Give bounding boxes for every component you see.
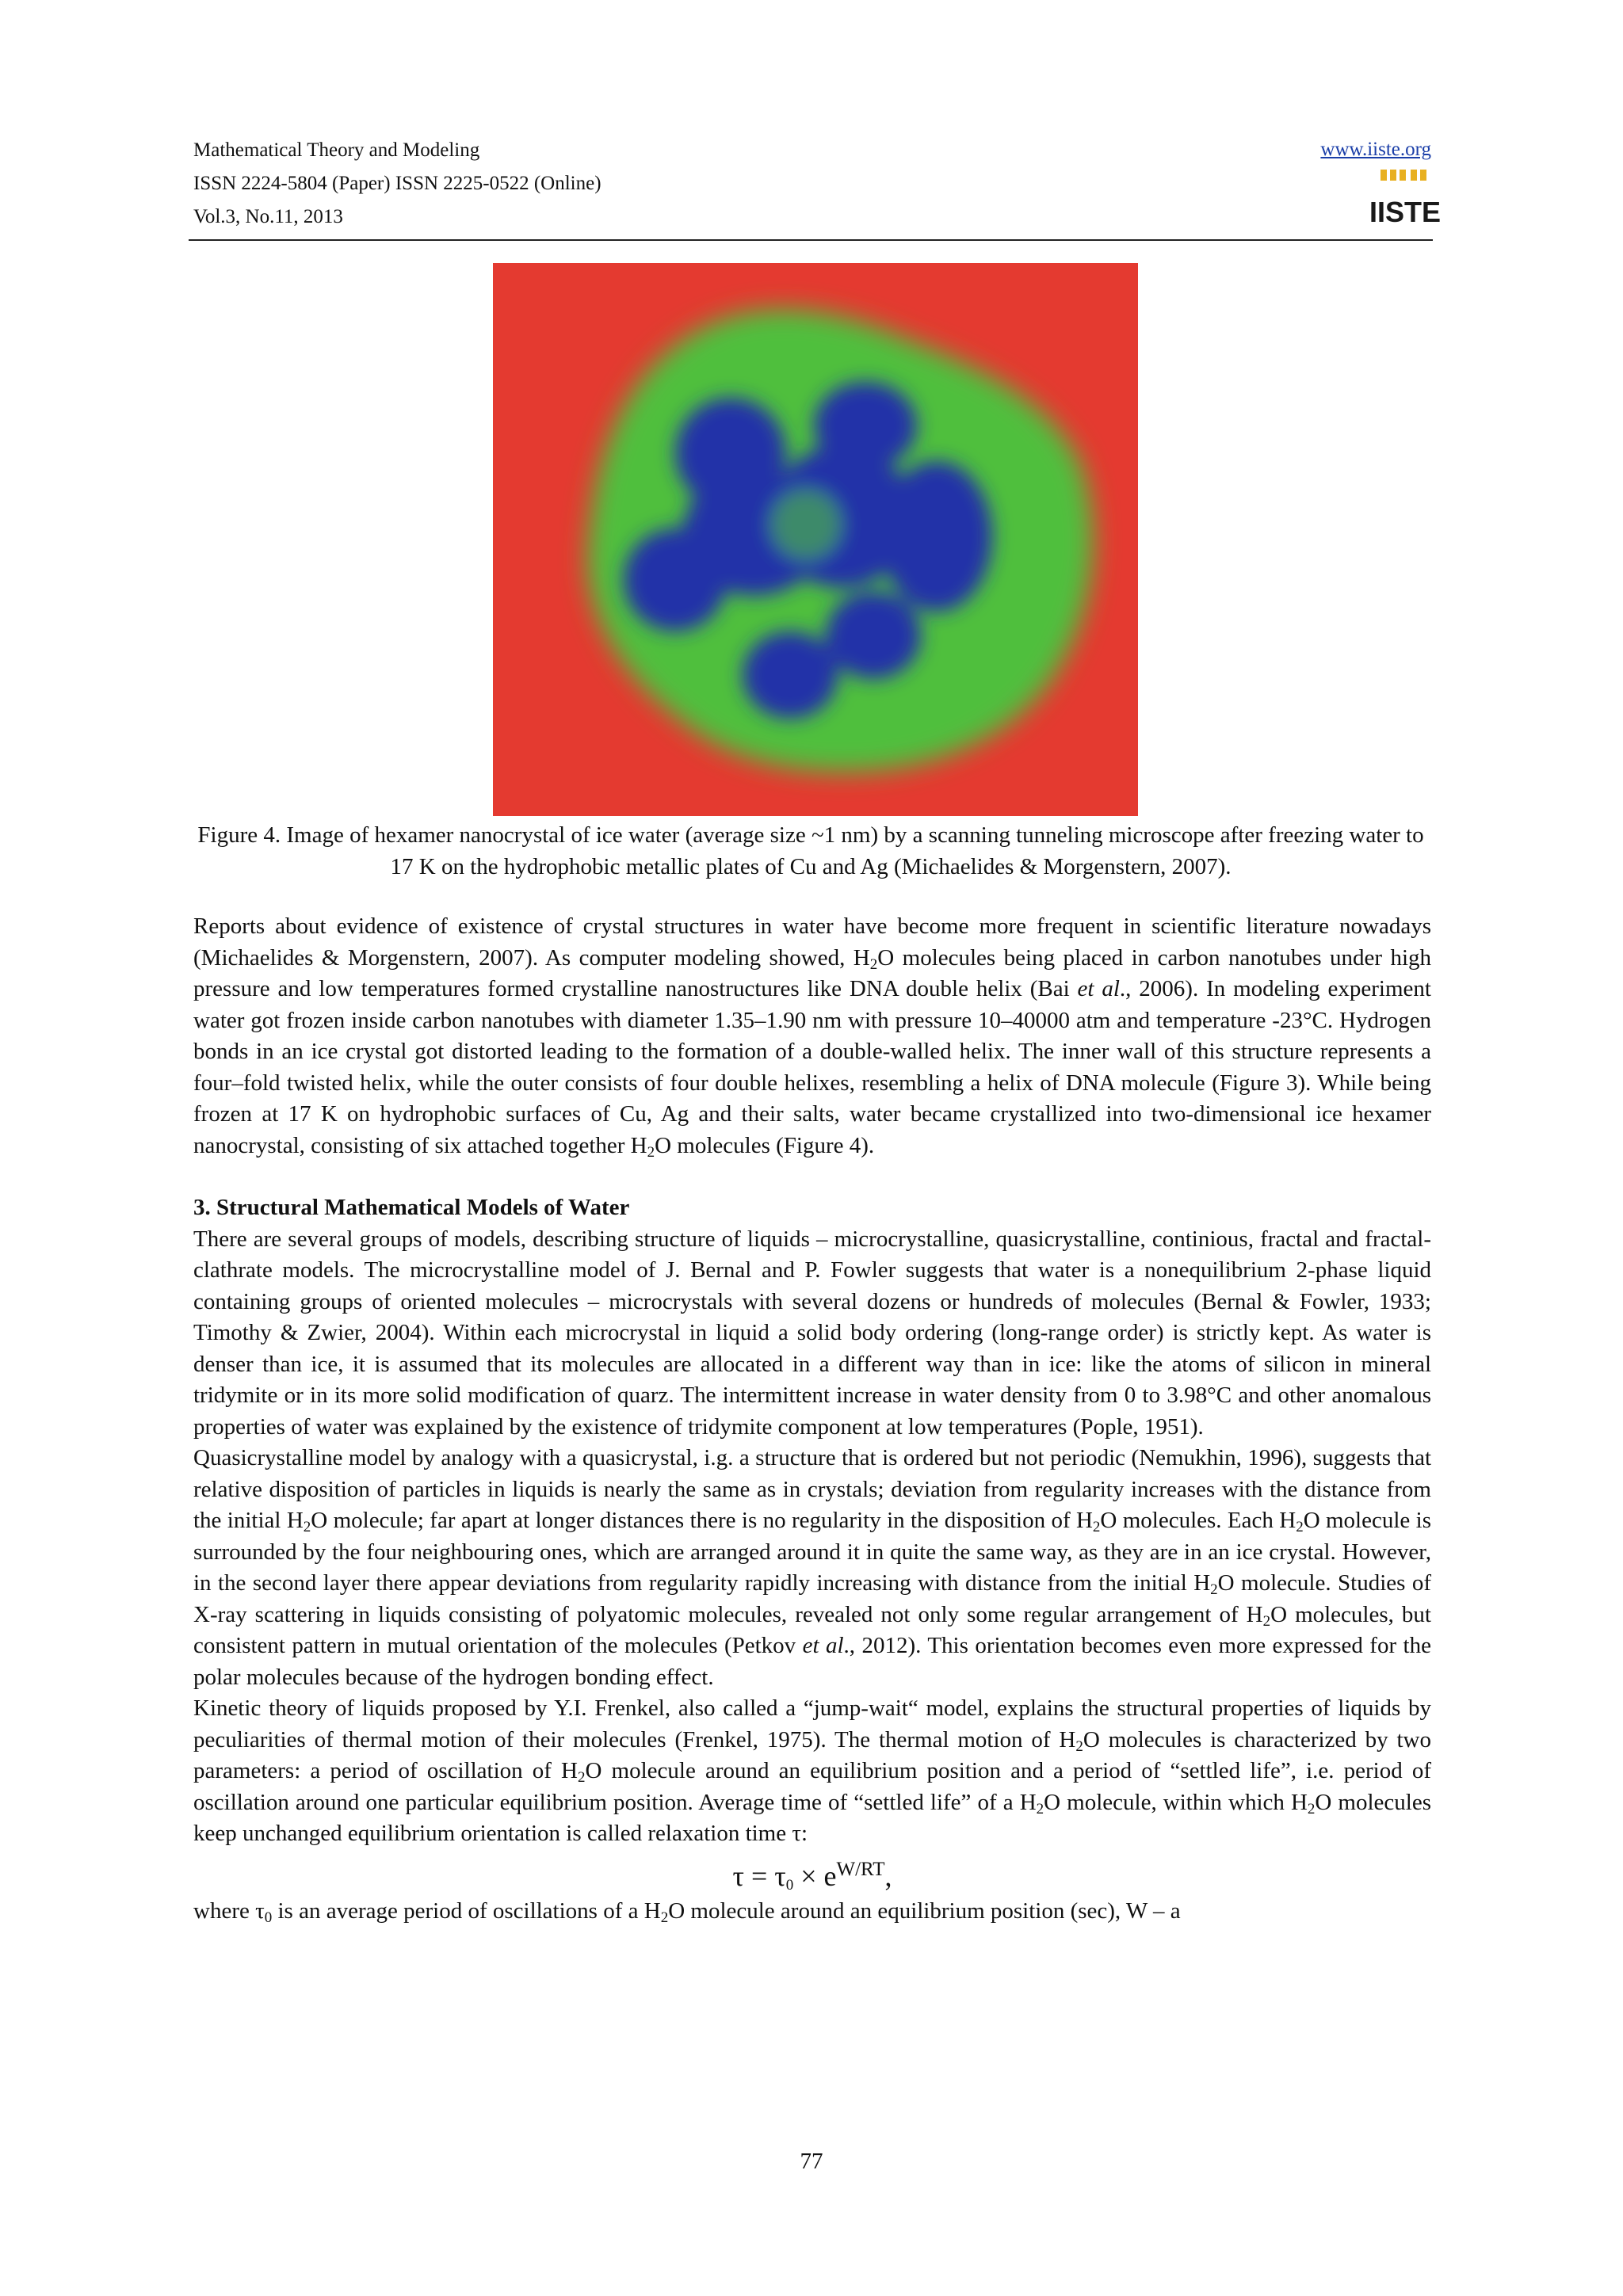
paragraph-quasicrystalline: Quasicrystalline model by analogy with a quasicrystal, i.g. a structure that is ordered but not periodic (Nemukhin, 1996), suggests that relative disposition of particles in liquids is nearly the same as in crystals; deviation from regularity increases with the distance from the initial $H_2O$ molecule; far apart at longer distances there is no regularity in the disposition of $H_2O$ molecules. Each $H_2O$ molecule is surrounded by the four neighbouring ones, which are arranged around it in quite the same way, as they are in an ice crystal. However, in the second layer there appear deviations from regularity rapidly increasing with distance from the initial $H_2O$ molecule. Studies of X-ray scattering in liquids consisting of polyatomic molecules, revealed not only some regular arrangement of $H_2O$ molecules, but consistent pattern in mutual orientation of the molecules (Petkov et al., 2012). This orientation becomes even more expressed for the polar molecules because of the hydrogen bonding effect.: [193, 1445, 1431, 1690]
paragraph-microcrystalline: There are several groups of models, describing structure of liquids – microcrystalline, quasicrystalline, continious, fractal and fractal-clathrate models. The microcrystalline model of J. Bernal and P. Fowler suggests that water is a nonequilibrium 2-phase liquid containing groups of oriented molecules – microcrystals with several dozens or hundreds of molecules (Bernal & Fowler, 1933; Timothy & Zwier, 2004). Within each microcrystal in liquid a solid body ordering (long-range order) is strictly kept. As water is denser than ice, it is assumed that its molecules are allocated in a different way than in ice: like the atoms of silicon in mineral tridymite or in its more solid modification of quarz. The intermittent increase in water density from 0 to 3.98°C and other anomalous properties of water was explained by the existence of tridymite component at low temperatures (Pople, 1951).: [193, 1226, 1431, 1440]
paragraph-where: where $\tau_0$ is an average period of oscillations of a $H_2O$ molecule around an equilibrium position (sec), W – a: [193, 1897, 1181, 1926]
journal-title: Mathematical Theory and Modeling: [193, 139, 480, 161]
volume-line: Vol.3, No.11, 2013: [193, 206, 343, 227]
svg-text:IISTE: IISTE: [1369, 196, 1442, 228]
relaxation-time-equation: $\tau = \tau_0 \times e^{W/RT}$,: [732, 1858, 892, 1894]
page-number: 77: [800, 2149, 823, 2174]
header-rule: [189, 239, 1433, 241]
stm-figure-image: [493, 263, 1138, 816]
paragraph-reports: Reports about evidence of existence of crystal structures in water have become more frequent in scientific literature nowadays (Michaelides & Morgenstern, 2007). As computer modeling showed, $H_2O$ molecules being placed in carbon nanotubes under high pressure and low temperatures formed crystalline nanostructures like DNA double helix (Bai et al., 2006). In modeling experiment water got frozen inside carbon nanotubes with diameter 1.35–1.90 nm with pressure 10–40000 atm and temperature -23°C. Hydrogen bonds in an ice crystal got distorted leading to the formation of a double-walled helix. The inner wall of this structure represents a four–fold twisted helix, while the outer consists of four double helixes, resembling a helix of DNA molecule (Figure 3). While being frozen at 17 K on hydrophobic surfaces of Cu, Ag and their salts, water became crystallized into two-dimensional ice hexamer nanocrystal, consisting of six attached together $H_2O$ molecules (Figure 4).: [193, 913, 1431, 1161]
journal-website-link[interactable]: www.iiste.org: [1320, 139, 1431, 160]
body-text: [193, 911, 1431, 1927]
figure-caption: Figure 4. Image of hexamer nanocrystal of ice water (average size ~1 nm) by a scanning tunneling microscope after freezing water to 17 K on the hydrophobic metallic plates of Cu and Ag (Michaelides & Morgenstern, 2007).: [197, 822, 1424, 879]
section-heading: 3. Structural Mathematical Models of Water: [193, 1195, 630, 1220]
paragraph-kinetic-theory: Kinetic theory of liquids proposed by Y.I. Frenkel, also called a “jump-wait“ model, explains the structural properties of liquids by peculiarities of thermal motion of their molecules (Frenkel, 1975). The thermal motion of $H_2O$ molecules is characterized by two parameters: a period of oscillation of $H_2O$ molecule around an equilibrium position and a period of “settled life”, i.e. period of oscillation around one particular equilibrium position. Average time of “settled life” of a $H_2O$ molecule, within which $H_2O$ molecules keep unchanged equilibrium orientation is called relaxation time τ:: [193, 1695, 1432, 1846]
issn-line: ISSN 2224-5804 (Paper) ISSN 2225-0522 (Online): [193, 173, 601, 194]
iiste-logo: [1369, 168, 1442, 228]
